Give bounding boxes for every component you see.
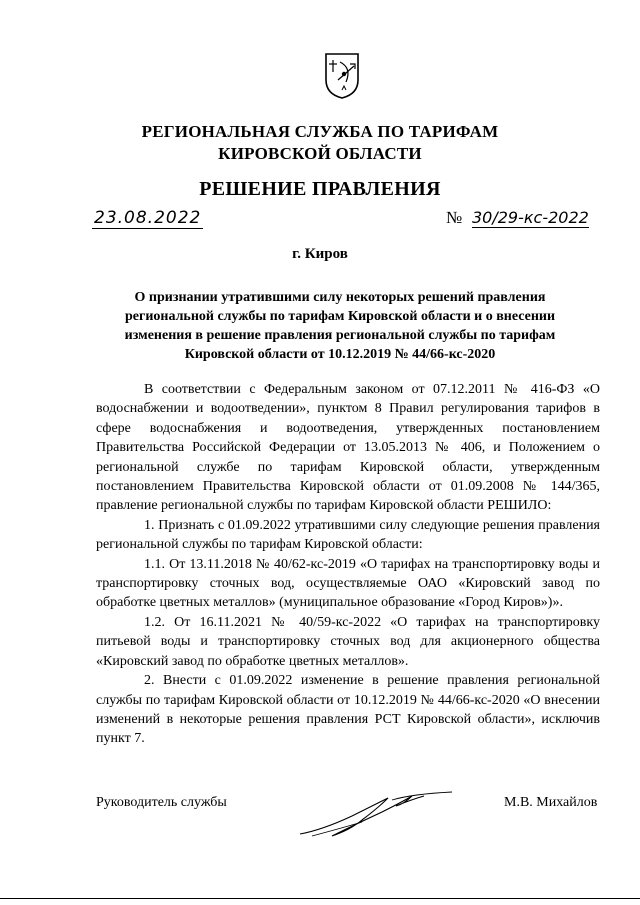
- handwritten-signature: [292, 786, 462, 842]
- signatory-name: М.В. Михайлов: [504, 795, 598, 810]
- preamble-paragraph: В соответствии с Федеральным законом от 07.12.2011 № 416-ФЗ «О водоснабжении и водоотведении», пунктом 8 Правил регулирования тарифов в сфере водоснабжения и водоотведения, утвержденных постановлением Правительства Российской Федерации от 13.05.2013 № 406, и Положением о региональной службе по тарифам Кировской области, утвержденным постановлением Правительства Кировской области от 01.09.2008 № 144/365, правление региональной службы по тарифам Кировской области РЕШИЛО:: [96, 382, 600, 514]
- organization-name-line1: РЕГИОНАЛЬНАЯ СЛУЖБА ПО ТАРИФАМ: [141, 122, 499, 141]
- decision-item-1-1: 1.1. От 13.11.2018 № 40/62-кс-2019 «О тарифах на транспортировку воды и транспортировку сточных вод, осуществляемые ОАО «Кировский завод по обработке цветных металлов» (муниципальное образование «Город Киров»)».: [96, 556, 600, 611]
- decision-item-1-2: 1.2. От 16.11.2021 № 40/59-кс-2022 «О тарифах на транспортировку питьевой воды и транспортировку сточных вод для акционерного общества «Кировский завод по обработке цветных металлов».: [96, 614, 600, 669]
- document-subject: О признании утратившими силу некоторых решений правления региональной службы по тарифам Кировской области и о внесении изменения в решение правления региональной службы по тарифам Кировской области от 10.12.2019 № 44/66-кс-2020: [124, 290, 556, 362]
- decision-item-1: 1. Признать с 01.09.2022 утратившими силу следующие решения правления региональной службы по тарифам Кировской области:: [96, 517, 600, 553]
- number-label: №: [446, 208, 463, 227]
- document-title: РЕШЕНИЕ ПРАВЛЕНИЯ: [199, 178, 441, 200]
- coat-of-arms-icon: [322, 50, 362, 100]
- decision-item-2: 2. Внести с 01.09.2022 изменение в решение правления региональной службы по тарифам Кировской области от 10.12.2019 № 44/66-кс-2020 «О внесении изменений в некоторые решения правления РСТ Кировской области», исключив пункт 7.: [96, 673, 600, 747]
- document-date: 23.08.2022: [94, 208, 202, 228]
- document-body: [96, 380, 600, 749]
- city: г. Киров: [292, 246, 348, 262]
- bottom-border: [0, 898, 640, 899]
- organization-name-line2: КИРОВСКОЙ ОБЛАСТИ: [218, 144, 422, 163]
- signatory-position: Руководитель службы: [96, 795, 227, 810]
- document-number: 30/29-кс-2022: [472, 208, 589, 227]
